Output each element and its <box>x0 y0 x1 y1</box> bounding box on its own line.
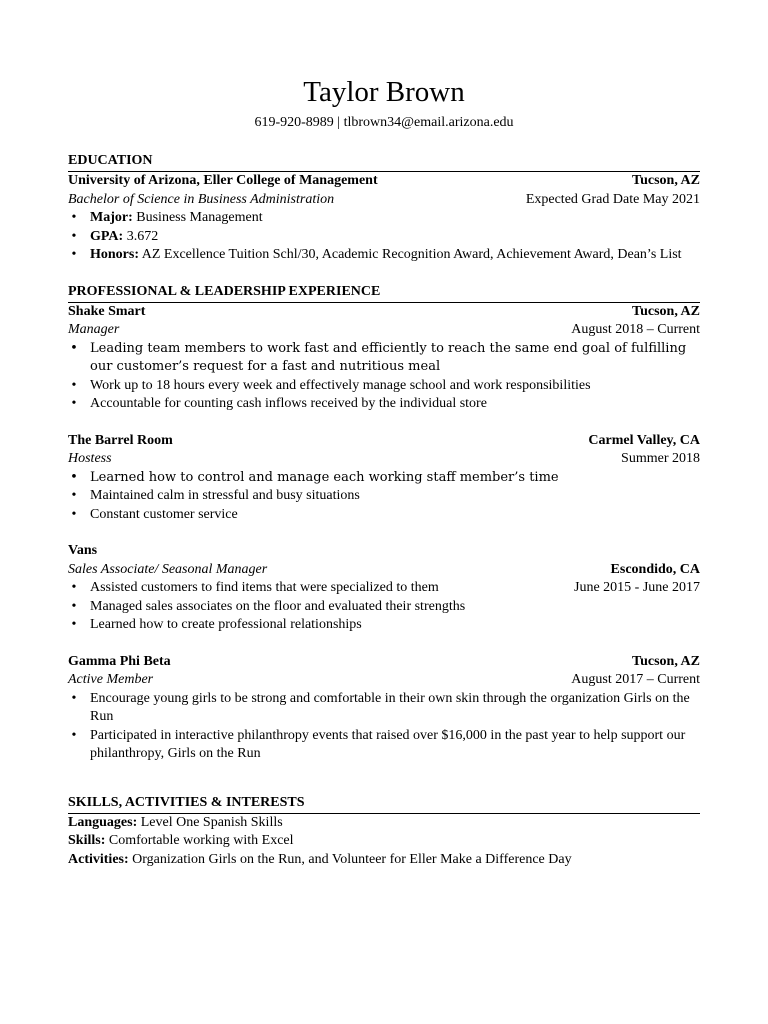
line-label: Activities: <box>68 851 129 867</box>
bullet-icon: • <box>71 396 77 411</box>
list-item <box>68 598 700 617</box>
bullet-text: Leading team members to work fast and efficiently to reach the same end goal of fulfilling our customer’s request for a fast and nutritious meal <box>90 340 687 374</box>
experience-entry-shake-smart <box>68 303 700 414</box>
list-item <box>68 487 700 506</box>
list-item <box>68 506 700 525</box>
bullet-label: GPA: <box>90 228 124 244</box>
bullet-icon: • <box>71 598 77 614</box>
bullet-text: Learned how to control and manage each working staff member’s time <box>90 469 559 485</box>
org-name: Vans <box>68 543 98 558</box>
bullet-text: 3.672 <box>123 228 159 244</box>
line-text: Level One Spanish Skills <box>137 814 283 830</box>
skills-heading: SKILLS, ACTIVITIES & INTERESTS <box>68 794 700 814</box>
entry-role-row <box>68 321 700 340</box>
skills-line-activities <box>68 851 700 870</box>
bullet-text: Managed sales associates on the floor and evaluated their strengths <box>90 598 466 614</box>
entry-header-row <box>68 303 700 322</box>
entry-role-row <box>68 450 700 469</box>
bullet-icon: • <box>71 488 77 503</box>
candidate-name: Taylor Brown <box>303 76 465 108</box>
entry-role-row <box>68 671 700 690</box>
bullet-label: Honors: <box>90 247 139 262</box>
skills-line-skills <box>68 832 700 851</box>
skills-line-languages <box>68 814 700 833</box>
role-title: Active Member <box>68 672 154 687</box>
list-item <box>68 616 700 635</box>
bullet-text: Accountable for counting cash inflows received by the individual store <box>90 396 487 411</box>
list-item <box>68 246 700 265</box>
bullet-text: Assisted customers to find items that were specialized to them <box>90 580 439 595</box>
education-bullets <box>68 209 700 265</box>
list-item <box>68 469 700 488</box>
line-label: Languages: <box>68 814 138 830</box>
line-text: Organization Girls on the Run, and Volunteer for Eller Make a Difference Day <box>128 851 572 867</box>
experience-entry-barrel-room <box>68 432 700 525</box>
org-name: The Barrel Room <box>68 432 173 448</box>
entry-bullets-continued <box>68 598 700 635</box>
entry-header-row <box>68 432 700 451</box>
org-location: Escondido, CA <box>610 561 700 577</box>
org-location: Carmel Valley, CA <box>588 432 700 448</box>
list-item <box>68 228 700 247</box>
bullet-text: Business Management <box>132 210 263 225</box>
bullet-label: Major: <box>90 210 133 225</box>
bullet-icon: • <box>71 506 77 522</box>
list-item <box>68 340 700 377</box>
list-item <box>68 727 700 764</box>
list-item <box>68 579 574 598</box>
education-degree-row <box>68 191 700 210</box>
role-dates: June 2015 - June 2017 <box>574 580 700 595</box>
list-item <box>68 377 700 396</box>
org-location: Tucson, AZ <box>632 303 700 319</box>
bullet-text: Encourage young girls to be strong and comfortable in their own skin through the organization Girls on the Run <box>90 690 690 724</box>
bullet-icon: • <box>71 247 77 262</box>
school-location: Tucson, AZ <box>632 173 700 188</box>
bullet-text: AZ Excellence Tuition Schl/30, Academic Recognition Award, Achievement Award, Dean’s List <box>139 247 682 262</box>
org-name: Shake Smart <box>68 303 146 319</box>
entry-header-row <box>68 542 700 561</box>
org-name: Gamma Phi Beta <box>68 653 171 669</box>
experience-entry-gamma-phi-beta <box>68 653 700 764</box>
role-dates: Summer 2018 <box>621 451 700 466</box>
bullet-text: Maintained calm in stressful and busy situations <box>90 488 360 503</box>
list-item <box>68 395 700 414</box>
education-school-row <box>68 172 700 191</box>
line-label: Skills: <box>68 833 106 848</box>
contact-line: 619-920-8989 | tlbrown34@email.arizona.edu <box>254 115 514 130</box>
education-section <box>68 152 700 265</box>
bullet-icon: • <box>71 377 77 393</box>
entry-bullets <box>68 690 700 764</box>
role-title: Manager <box>68 322 120 337</box>
bullet-icon: • <box>71 580 77 595</box>
education-heading: EDUCATION <box>68 152 700 172</box>
grad-date: Expected Grad Date May 2021 <box>525 191 700 207</box>
bullet-icon: • <box>71 727 77 743</box>
degree: Bachelor of Science in Business Administration <box>68 191 335 207</box>
experience-section <box>68 283 700 764</box>
experience-entry-vans <box>68 542 700 635</box>
entry-bullets <box>68 579 574 598</box>
skills-section <box>68 794 700 870</box>
bullet-icon: • <box>71 690 77 706</box>
entry-bullets <box>68 340 700 414</box>
bullet-icon: • <box>71 228 77 244</box>
role-title: Sales Associate/ Seasonal Manager <box>68 561 268 577</box>
bullet-icon: • <box>70 469 78 485</box>
bullet-text: Work up to 18 hours every week and effectively manage school and work responsibilities <box>90 377 591 393</box>
role-dates: August 2017 – Current <box>571 672 700 687</box>
experience-heading: PROFESSIONAL & LEADERSHIP EXPERIENCE <box>68 283 700 303</box>
bullet-icon: • <box>70 340 78 356</box>
entry-first-bullet-row <box>68 579 700 598</box>
org-location: Tucson, AZ <box>632 653 700 669</box>
list-item <box>68 690 700 727</box>
entry-role-row <box>68 561 700 580</box>
line-text: Comfortable working with Excel <box>105 833 294 848</box>
entry-header-row <box>68 653 700 672</box>
bullet-text: Constant customer service <box>90 506 238 522</box>
role-title: Hostess <box>68 451 112 466</box>
list-item <box>68 209 700 228</box>
school-name: University of Arizona, Eller College of Management <box>68 173 378 188</box>
bullet-icon: • <box>71 210 77 225</box>
bullet-text: Participated in interactive philanthropy events that raised over $16,000 in the past year to help support our philanthropy, Girls on the Run <box>90 727 686 761</box>
entry-bullets <box>68 469 700 525</box>
role-dates: August 2018 – Current <box>571 322 700 337</box>
bullet-icon: • <box>71 617 77 632</box>
bullet-text: Learned how to create professional relationships <box>90 617 362 632</box>
